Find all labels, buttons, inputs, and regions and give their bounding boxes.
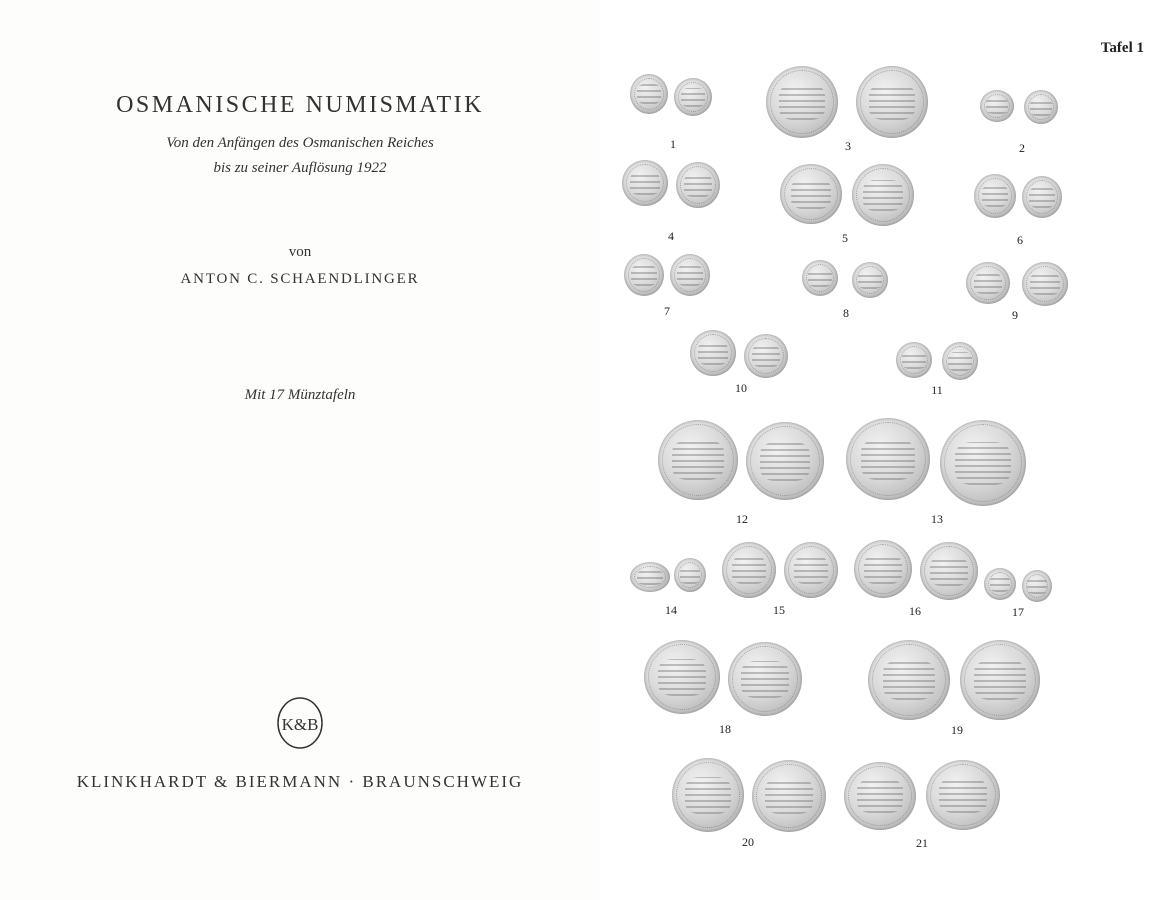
coin-image <box>868 640 950 720</box>
coin-image <box>624 254 664 296</box>
coin-image <box>722 542 776 598</box>
coin-image <box>942 342 978 380</box>
coin-image <box>940 420 1026 506</box>
by-label: von <box>288 244 312 260</box>
coin-image <box>980 90 1014 122</box>
coin-image <box>854 540 912 598</box>
coin-image <box>630 562 670 592</box>
coin-number: 19 <box>951 723 963 737</box>
coin-image <box>630 74 668 114</box>
coin-image <box>846 418 930 500</box>
coin-number: 1 <box>670 137 676 151</box>
publisher-logo-icon <box>276 696 324 750</box>
coin-number: 16 <box>909 604 921 618</box>
coin-number: 8 <box>843 306 849 320</box>
coin-image <box>896 342 932 378</box>
coin-image <box>728 642 802 716</box>
coin-image <box>1022 570 1052 602</box>
coin-image <box>852 164 914 226</box>
coin-image <box>658 420 738 500</box>
coin-image <box>856 66 928 138</box>
coin-image <box>920 542 978 600</box>
coin-number: 6 <box>1017 233 1023 247</box>
coin-number: 20 <box>742 835 754 849</box>
coin-image <box>960 640 1040 720</box>
coin-image <box>752 760 826 832</box>
coin-image <box>802 260 838 296</box>
coin-image <box>926 760 1000 830</box>
coin-number: 9 <box>1012 308 1018 322</box>
coin-image <box>844 762 916 830</box>
coin-image <box>780 164 842 224</box>
coin-number: 2 <box>1019 141 1025 155</box>
coin-image <box>852 262 888 298</box>
subtitle-line-1: Von den Anfängen des Osmanischen Reiches <box>166 135 434 151</box>
coin-number: 11 <box>931 383 943 397</box>
book-title: OSMANISCHE NUMISMATIK <box>116 92 484 118</box>
svg-text:K&B: K&B <box>281 715 319 734</box>
coin-number: 10 <box>735 381 747 395</box>
coin-number: 21 <box>916 836 928 850</box>
publisher-line: KLINKHARDT & BIERMANN · BRAUNSCHWEIG <box>76 772 524 791</box>
coin-image <box>1024 90 1058 124</box>
coin-image <box>690 330 736 376</box>
coin-image <box>744 334 788 378</box>
coin-image <box>984 568 1016 600</box>
coin-image <box>974 174 1016 218</box>
plates-note: Mit 17 Münztafeln <box>244 387 356 403</box>
coin-number: 12 <box>736 512 748 526</box>
coin-number: 5 <box>842 231 848 245</box>
coin-image <box>1022 176 1062 218</box>
coin-image <box>622 160 668 206</box>
coin-number: 17 <box>1012 605 1024 619</box>
coin-image <box>784 542 838 598</box>
coin-image <box>674 78 712 116</box>
coin-image <box>676 162 720 208</box>
coin-number: 4 <box>668 229 674 243</box>
coin-image <box>674 558 706 592</box>
coin-number: 3 <box>845 139 851 153</box>
plate-label: Tafel 1 <box>1100 40 1144 56</box>
right-page <box>600 0 1164 900</box>
coin-number: 18 <box>719 722 731 736</box>
coin-image <box>672 758 744 832</box>
coin-number: 7 <box>664 304 670 318</box>
coin-image <box>670 254 710 296</box>
coin-number: 13 <box>931 512 943 526</box>
coin-image <box>966 262 1010 304</box>
author-name: ANTON C. SCHAENDLINGER <box>180 271 420 287</box>
coin-number: 15 <box>773 603 785 617</box>
subtitle-line-2: bis zu seiner Auflösung 1922 <box>213 160 387 176</box>
coin-image <box>746 422 824 500</box>
coin-image <box>644 640 720 714</box>
coin-number: 14 <box>665 603 677 617</box>
coin-image <box>1022 262 1068 306</box>
coin-image <box>766 66 838 138</box>
